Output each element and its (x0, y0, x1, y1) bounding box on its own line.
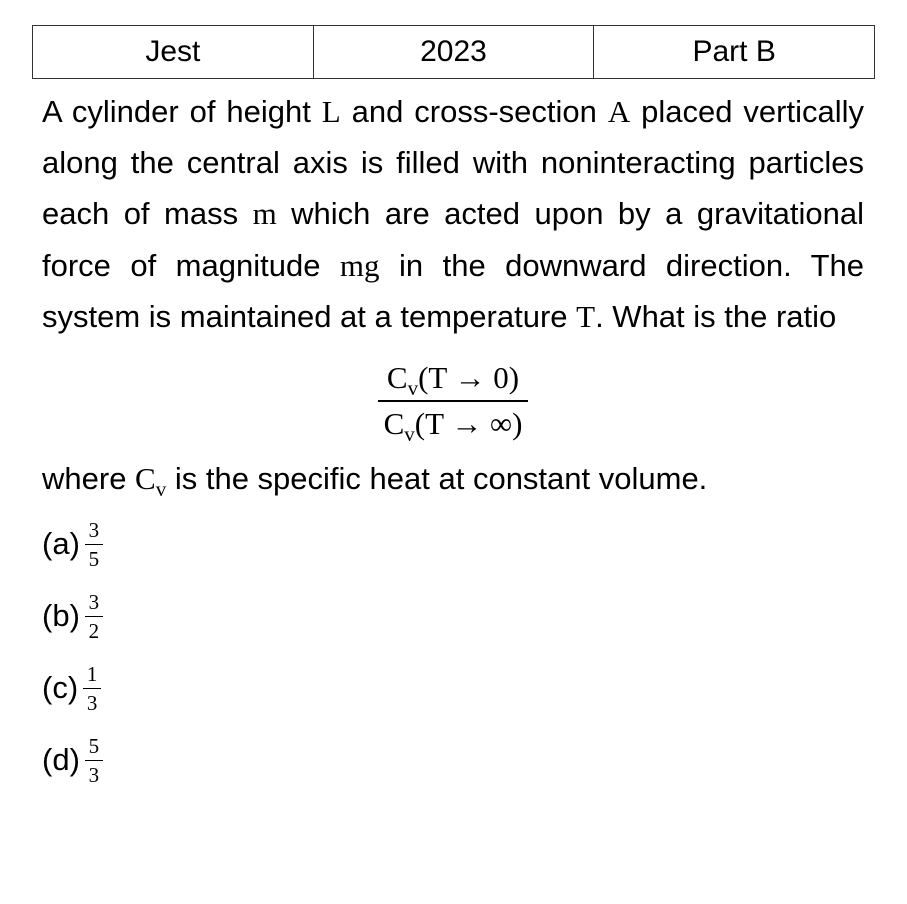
question-segment: . What is the ratio (595, 298, 837, 334)
option-d[interactable] (42, 724, 864, 796)
fraction-numerator: 3 (88, 589, 100, 614)
numerator-argument: (T → 0) (418, 360, 520, 396)
cv-symbol: C (383, 406, 405, 442)
fraction-bar (85, 760, 103, 761)
option-label: (a) (42, 526, 80, 562)
definition-prefix: where (42, 461, 136, 497)
area-variable: A (607, 94, 631, 129)
fraction-numerator: 5 (88, 733, 100, 758)
fraction-bar (83, 688, 101, 689)
mass-variable: m (252, 196, 277, 232)
header-year-cell: 2023 (313, 26, 594, 79)
force-variable: mg (339, 247, 380, 283)
definition-suffix: is the specific heat at constant volume. (166, 461, 708, 497)
option-label: (b) (42, 598, 80, 634)
definition-text (42, 456, 864, 502)
ratio-numerator (381, 360, 525, 400)
fraction-denominator: 5 (88, 546, 100, 571)
fraction-numerator: 3 (88, 517, 100, 542)
option-fraction (85, 590, 103, 643)
fraction-denominator: 2 (88, 618, 100, 643)
ratio-denominator (378, 402, 529, 447)
option-c[interactable] (42, 652, 864, 724)
fraction-numerator: 1 (86, 661, 98, 686)
question-segment: placed vertically along the central axis is filled with noninteracting particles each of mass (42, 94, 865, 232)
cv-subscript: v (407, 376, 419, 401)
option-label: (c) (42, 670, 79, 706)
fraction-denominator: 3 (86, 690, 98, 715)
header-source-cell: Jest (33, 26, 314, 79)
header-part-cell: Part B (594, 26, 875, 79)
option-a[interactable] (42, 508, 864, 580)
cv-subscript: v (155, 477, 167, 502)
denominator-argument: (T → ∞) (414, 406, 523, 442)
question-segment: and cross-section (340, 94, 608, 129)
fraction-bar (85, 616, 103, 617)
ratio-fraction (378, 360, 529, 447)
temperature-variable: T (576, 298, 596, 334)
option-fraction (85, 518, 103, 571)
question-segment: which are acted upon by a gravitational force of magnitude (42, 196, 864, 283)
cv-symbol: C (386, 360, 408, 396)
cv-symbol: C (135, 461, 156, 497)
question-segment: in the downward direction. The system is maintained at a temperature (42, 247, 864, 334)
cv-subscript: v (404, 422, 415, 447)
option-label: (d) (42, 742, 80, 778)
header-table (32, 25, 875, 79)
height-variable: L (321, 94, 341, 129)
option-fraction (83, 662, 101, 715)
question-text (42, 86, 864, 342)
question-segment: A cylinder of height (42, 94, 322, 129)
fraction-denominator: 3 (88, 762, 100, 787)
option-fraction (85, 734, 103, 787)
option-b[interactable] (42, 580, 864, 652)
answer-options (42, 508, 864, 796)
header-row (33, 26, 875, 79)
question-content (42, 86, 864, 796)
fraction-bar (85, 544, 103, 545)
ratio-formula (42, 360, 864, 447)
